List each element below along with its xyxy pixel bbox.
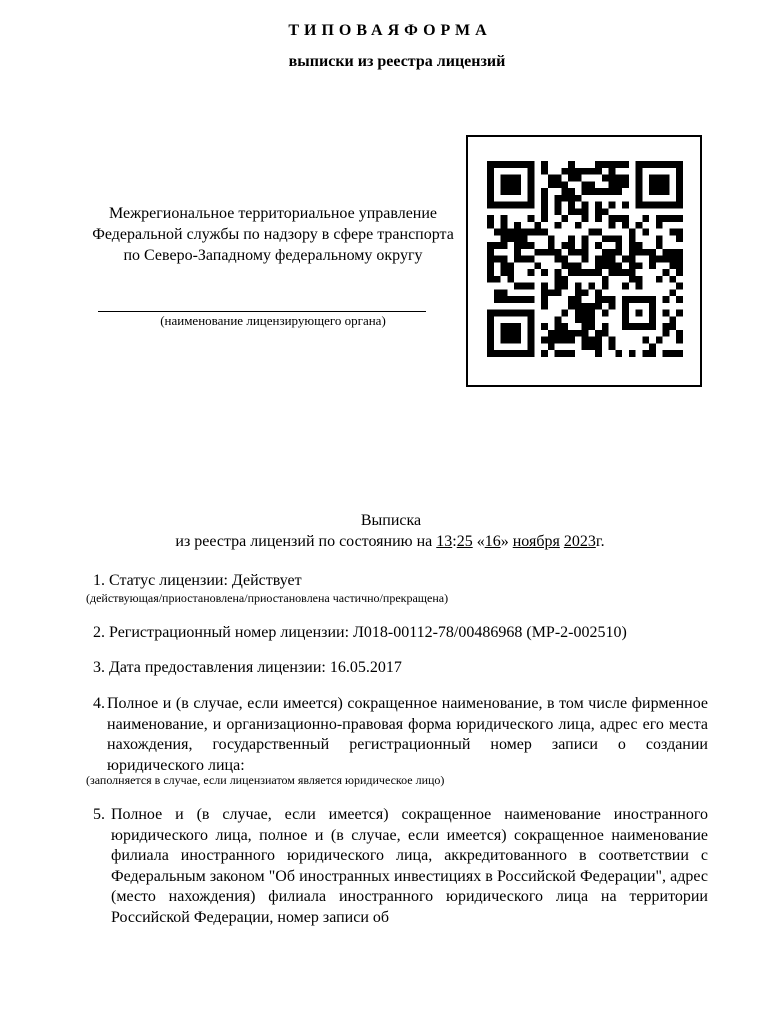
extract-day: 16 xyxy=(484,533,501,550)
license-registration-number: 2. Регистрационный номер лицензии: Л018-00112-78/00486968 (МР-2-002510) xyxy=(93,624,627,641)
extract-hour: 13 xyxy=(436,533,453,550)
legal-entity-text: Полное и (в случае, если имеется) сокращенное наименование, в том числе фирменное наименование, и организационно-правовая форма юридического лица, адрес его места нахождения, государственный регистрационный номер записи о создании юридического лица: xyxy=(107,695,708,774)
legal-entity-number: 4. xyxy=(93,695,105,712)
extract-date-prefix: из реестра лицензий по состоянию на xyxy=(175,533,433,550)
extract-close-quote: » xyxy=(500,533,509,550)
extract-date-line xyxy=(0,533,768,551)
extract-year-suffix: г. xyxy=(595,533,605,550)
foreign-entity-section xyxy=(93,805,708,928)
extract-title: Выписка xyxy=(360,512,422,529)
form-subtitle: выписки из реестра лицензий xyxy=(288,53,506,70)
qr-code-icon xyxy=(487,161,683,357)
foreign-entity-text: Полное и (в случае, если имеется) сокращенное наименование иностранного юридического лица, полное и (в случае, если имеется) сокращенное наименование филиала иностранного юридического лица, аккредитованного в соответствии с Федеральным законом "Об иностранных инвестициях в Российской Федерации", адрес (место нахождения) филиала иностранного юридического лица на территории Российской Федерации, номер записи об xyxy=(111,806,708,926)
extract-minute: 25 xyxy=(456,533,473,550)
form-title: ТИПОВАЯФОРМА xyxy=(288,22,492,39)
extract-time-separator: : xyxy=(452,533,457,550)
signature-line xyxy=(98,311,426,312)
foreign-entity-number: 5. xyxy=(93,806,105,823)
licensing-authority-name: Межрегиональное территориальное управление Федеральной службы по надзору в сфере транспорта по Северо-Западному федеральному округу xyxy=(92,205,454,264)
extract-year: 2023 xyxy=(563,533,596,550)
qr-code-frame xyxy=(466,135,702,387)
extract-open-quote: « xyxy=(476,533,485,550)
license-grant-date: 3. Дата предоставления лицензии: 16.05.2017 xyxy=(93,659,402,676)
license-status: 1. Статус лицензии: Действует xyxy=(93,572,302,589)
legal-entity-hint: (заполняется в случае, если лицензиатом является юридическое лицо) xyxy=(86,773,445,787)
license-status-hint: (действующая/приостановлена/приостановлена частично/прекращена) xyxy=(86,591,449,605)
extract-month: ноября xyxy=(512,533,560,550)
licensing-authority-caption: (наименование лицензирующего органа) xyxy=(160,313,386,328)
legal-entity-section xyxy=(93,694,708,776)
